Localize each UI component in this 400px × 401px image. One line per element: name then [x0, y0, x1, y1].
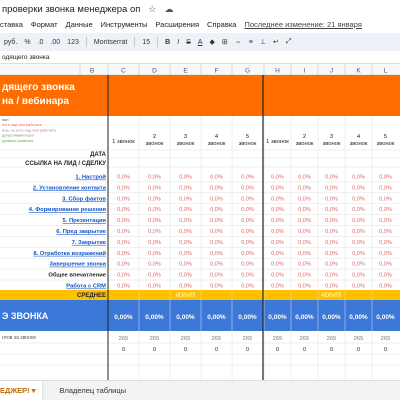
score-cell[interactable]: 0,0%: [179, 196, 192, 203]
call-header: 1 звонок: [112, 139, 135, 145]
call-header-number: 5: [383, 134, 388, 140]
text-color-button[interactable]: A: [197, 38, 203, 46]
total-score-cell[interactable]: 0,00%: [376, 314, 395, 321]
font-size-input[interactable]: 15: [142, 38, 151, 46]
score-cell[interactable]: 0,0%: [379, 261, 392, 268]
points-cell[interactable]: 265: [118, 336, 129, 342]
score-cell[interactable]: 0,0%: [179, 218, 192, 225]
score-cell[interactable]: 0,0%: [298, 239, 311, 246]
step-label[interactable]: Работа с CRM: [66, 283, 106, 290]
column-header-H[interactable]: H: [275, 67, 280, 75]
total-score-cell[interactable]: 0,00%: [114, 314, 133, 321]
score-cell[interactable]: 0,0%: [379, 229, 392, 235]
step-label[interactable]: 2. Установление контакта: [32, 185, 106, 192]
legend-text: есть над чем работать: [2, 123, 42, 128]
call-header-word: звонок: [295, 141, 314, 147]
score-cell[interactable]: 0,0%: [379, 218, 392, 225]
score-cell[interactable]: 0,0%: [179, 207, 192, 214]
column-header-K[interactable]: K: [356, 67, 361, 75]
score-cell[interactable]: 0,0%: [117, 185, 130, 192]
points-label: нтов за звонок: [2, 335, 36, 341]
score-cell[interactable]: 0,0%: [148, 174, 161, 181]
menu-insert[interactable]: ставка: [0, 20, 23, 29]
column-header-b[interactable]: B: [89, 67, 95, 75]
score-cell[interactable]: 0,0%: [210, 229, 223, 235]
total-score-cell[interactable]: 0,00%: [207, 314, 226, 321]
score-cell[interactable]: 0,0%: [352, 207, 365, 214]
score-cell[interactable]: 0,0%: [117, 218, 130, 225]
call-header-word: звонок: [145, 141, 164, 147]
total-score-cell[interactable]: 0,00%: [145, 314, 164, 321]
more-formats-button[interactable]: 123: [67, 38, 79, 46]
title-line-1: дящего звонка: [2, 82, 75, 93]
score-cell[interactable]: 0,0%: [352, 261, 365, 268]
score-cell[interactable]: 0,0%: [148, 239, 161, 246]
star-icon[interactable]: ☆: [148, 3, 157, 14]
call-header-number: 3: [329, 134, 334, 140]
score-cell[interactable]: 0,0%: [379, 196, 392, 203]
score-cell[interactable]: 0,0%: [117, 196, 130, 203]
total-score-cell[interactable]: 0,00%: [322, 314, 341, 321]
score-cell[interactable]: 0,0%: [298, 174, 311, 181]
score-cell[interactable]: 0,0%: [298, 207, 311, 214]
score-cell[interactable]: 0,0%: [241, 207, 254, 214]
score-cell[interactable]: 0,0%: [298, 272, 311, 279]
call-header-number: 5: [245, 134, 250, 140]
points-cell[interactable]: 265: [326, 336, 337, 342]
call-header-number: 4: [356, 134, 361, 140]
points-cell[interactable]: 265: [380, 336, 391, 342]
wrap-icon[interactable]: ↵: [272, 39, 279, 46]
score-cell[interactable]: 0,0%: [117, 261, 130, 268]
title-line-2: на / вебинара: [2, 96, 69, 107]
toolbar-divider: [134, 37, 135, 47]
score-cell[interactable]: 0,0%: [379, 272, 392, 279]
column-header-J[interactable]: J: [329, 67, 334, 75]
document-title[interactable]: проверки звонка менеджера оп: [2, 3, 141, 15]
step-label[interactable]: 6. Пред закрытие: [56, 229, 106, 235]
score-cell[interactable]: 0,0%: [325, 250, 338, 257]
score-cell[interactable]: 0,0%: [241, 229, 254, 235]
column-header-I[interactable]: I: [303, 67, 306, 75]
score-cell[interactable]: 0,0%: [117, 174, 130, 181]
count-cell[interactable]: 0: [329, 347, 334, 353]
score-cell[interactable]: 0,0%: [148, 196, 161, 203]
column-header-E[interactable]: E: [183, 67, 188, 75]
score-cell[interactable]: 0,0%: [210, 196, 223, 203]
percent-format-button[interactable]: %: [24, 38, 31, 46]
points-cell[interactable]: 265: [180, 336, 191, 342]
count-cell[interactable]: 0: [214, 347, 219, 353]
score-cell[interactable]: 0,0%: [210, 272, 223, 279]
score-cell[interactable]: 0,0%: [210, 283, 223, 290]
score-cell[interactable]: 0,0%: [148, 218, 161, 225]
menu-format[interactable]: Формат: [30, 20, 58, 29]
link-label: ССЫЛКА НА ЛИД / СДЕЛКУ: [25, 161, 106, 167]
score-cell[interactable]: 0,0%: [325, 283, 338, 290]
score-cell[interactable]: 0,0%: [148, 250, 161, 257]
step-label[interactable]: Завершение звонка: [49, 261, 106, 268]
score-cell[interactable]: 0,0%: [352, 196, 365, 203]
score-cell[interactable]: 0,0%: [352, 218, 365, 225]
align-icon[interactable]: ≡: [248, 38, 253, 46]
score-cell[interactable]: 0,0%: [179, 229, 192, 235]
step-label[interactable]: 7. Закрытие: [71, 239, 106, 246]
call-header-number: 2: [152, 134, 157, 140]
score-cell[interactable]: 0,0%: [271, 229, 284, 235]
score-cell[interactable]: 0,0%: [379, 283, 392, 290]
call-header-word: звонок: [207, 141, 226, 147]
step-label: Общее впечатление: [48, 272, 106, 279]
call-header: 1 звонок: [266, 139, 289, 145]
count-cell[interactable]: 0: [152, 347, 157, 353]
score-cell[interactable]: 0,0%: [241, 261, 254, 268]
count-cell[interactable]: 0: [275, 347, 280, 353]
score-cell[interactable]: 0,0%: [325, 174, 338, 181]
legend-text: аты, но есть над чем работать: [2, 128, 56, 133]
points-cell[interactable]: 265: [211, 336, 222, 342]
score-cell[interactable]: 0,0%: [352, 283, 365, 290]
cloud-status-icon[interactable]: ☁: [164, 3, 174, 14]
call-header-word: звонок: [322, 141, 341, 147]
score-cell[interactable]: 0,0%: [241, 196, 254, 203]
score-cell[interactable]: 0,0%: [179, 250, 192, 257]
rotate-icon[interactable]: ⤢: [285, 38, 292, 45]
total-score-cell[interactable]: 0,00%: [295, 314, 314, 321]
score-cell[interactable]: 0,0%: [352, 239, 365, 246]
step-label[interactable]: 1. Настрой: [75, 174, 106, 181]
score-cell[interactable]: 0,0%: [352, 229, 365, 235]
score-cell[interactable]: 0,0%: [179, 185, 192, 192]
call-header-number: 2: [302, 134, 307, 140]
score-cell[interactable]: 0,0%: [210, 207, 223, 214]
score-cell[interactable]: 0,0%: [298, 250, 311, 257]
score-cell[interactable]: 0,0%: [271, 239, 284, 246]
decrease-decimal-button[interactable]: .0: [37, 38, 44, 46]
call-header-word: звонок: [176, 141, 195, 147]
score-cell[interactable]: 0,0%: [298, 185, 311, 192]
last-edit-link[interactable]: Последнее изменение: 21 января: [244, 20, 362, 29]
score-cell[interactable]: 0,0%: [210, 261, 223, 268]
score-cell[interactable]: 0,0%: [241, 239, 254, 246]
score-cell[interactable]: 0,0%: [117, 239, 130, 246]
score-cell[interactable]: 0,0%: [325, 229, 338, 235]
step-label[interactable]: 8. Отработка возражений: [33, 250, 106, 257]
score-cell[interactable]: 0,0%: [271, 272, 284, 279]
score-cell[interactable]: 0,0%: [298, 218, 311, 225]
score-cell[interactable]: 0,0%: [271, 283, 284, 290]
menu-data[interactable]: Данные: [65, 20, 93, 29]
score-cell[interactable]: 0,0%: [271, 207, 284, 214]
score-cell[interactable]: 0,0%: [325, 239, 338, 246]
total-score-cell[interactable]: 0,00%: [238, 314, 257, 321]
font-family-select[interactable]: Montserrat: [93, 38, 128, 46]
step-label[interactable]: 4. Формирование решения: [28, 207, 106, 214]
step-label[interactable]: 5. Презентация: [62, 218, 106, 225]
count-cell[interactable]: 0: [245, 347, 250, 353]
column-header-D[interactable]: D: [152, 67, 157, 75]
column-header-row: [0, 64, 400, 75]
score-cell[interactable]: 0,0%: [271, 261, 284, 268]
increase-decimal-button[interactable]: .00: [50, 38, 61, 46]
score-cell[interactable]: 0,0%: [325, 185, 338, 192]
score-cell[interactable]: 0,0%: [241, 250, 254, 257]
average-value-right: #DIV/0!: [321, 293, 342, 299]
score-cell[interactable]: 0,0%: [271, 185, 284, 192]
score-cell[interactable]: 0,0%: [241, 272, 254, 279]
score-cell[interactable]: 0,0%: [379, 239, 392, 246]
score-cell[interactable]: 0,0%: [325, 272, 338, 279]
score-cell[interactable]: 0,0%: [298, 229, 311, 235]
total-score-label: Э ЗВОНКА: [2, 311, 49, 321]
step-label[interactable]: 3. Сбор фактов: [62, 196, 106, 203]
column-header-F[interactable]: F: [214, 67, 219, 75]
score-cell[interactable]: 0,0%: [148, 261, 161, 268]
score-cell[interactable]: 0,0%: [352, 185, 365, 192]
points-cell[interactable]: 265: [149, 336, 160, 342]
score-cell[interactable]: 0,0%: [241, 174, 254, 181]
score-cell[interactable]: 0,0%: [241, 283, 254, 290]
score-cell[interactable]: 0,0%: [241, 185, 254, 192]
score-cell[interactable]: 0,0%: [179, 174, 192, 181]
count-cell[interactable]: 0: [121, 347, 126, 353]
points-cell[interactable]: 265: [242, 336, 253, 342]
points-cell[interactable]: 265: [272, 336, 283, 342]
date-label: ДАТА: [90, 152, 106, 158]
count-cell[interactable]: 0: [383, 347, 388, 353]
score-cell[interactable]: 0,0%: [379, 174, 392, 181]
sheet-tab-active[interactable]: ЕДЖЕР! ▾: [0, 381, 42, 401]
score-cell[interactable]: 0,0%: [117, 250, 130, 257]
score-cell[interactable]: 0,0%: [325, 196, 338, 203]
score-cell[interactable]: 0,0%: [379, 207, 392, 214]
call-header-number: 3: [183, 134, 188, 140]
valign-icon[interactable]: ⊥: [259, 39, 266, 46]
count-cell[interactable]: 0: [356, 347, 361, 353]
score-cell[interactable]: 0,0%: [179, 272, 192, 279]
score-cell[interactable]: 0,0%: [379, 185, 392, 192]
call-header-word: звонок: [238, 141, 257, 147]
score-cell[interactable]: 0,0%: [210, 174, 223, 181]
points-cell[interactable]: 265: [299, 336, 310, 342]
sheet-tabs-bar: [0, 380, 400, 400]
bold-button[interactable]: B: [165, 38, 171, 46]
score-cell[interactable]: 0,0%: [210, 185, 223, 192]
column-header-L[interactable]: L: [383, 67, 388, 75]
legend-text: нал: [2, 118, 9, 122]
column-header-C[interactable]: C: [121, 67, 126, 75]
total-score-cell[interactable]: 0,00%: [176, 314, 195, 321]
column-header-G[interactable]: G: [244, 67, 251, 75]
count-cell[interactable]: 0: [302, 347, 307, 353]
score-cell[interactable]: 0,0%: [379, 250, 392, 257]
legend-text: допустимый порог: [2, 133, 35, 138]
currency-format-button[interactable]: руб.: [4, 38, 18, 46]
total-score-cell[interactable]: 0,00%: [268, 314, 287, 321]
points-cell[interactable]: 265: [353, 336, 364, 342]
menu-tools[interactable]: Инструменты: [100, 20, 148, 29]
score-cell[interactable]: 0,0%: [210, 218, 223, 225]
legend-text: уровень развития: [2, 138, 34, 143]
total-score-cell[interactable]: 0,00%: [349, 314, 368, 321]
borders-icon[interactable]: ⊞: [221, 39, 228, 46]
score-cell[interactable]: 0,0%: [117, 283, 130, 290]
average-value-left: #DIV/0!: [175, 293, 196, 299]
score-cell[interactable]: 0,0%: [352, 272, 365, 279]
strikethrough-button[interactable]: S: [186, 38, 191, 46]
toolbar-divider: [157, 37, 158, 47]
score-cell[interactable]: 0,0%: [325, 261, 338, 268]
toolbar: [0, 33, 400, 51]
title-bar: [0, 0, 400, 18]
call-header-word: звонок: [376, 141, 395, 147]
spreadsheet-grid[interactable]: [0, 64, 400, 380]
score-cell[interactable]: 0,0%: [298, 261, 311, 268]
score-cell[interactable]: 0,0%: [352, 174, 365, 181]
score-cell[interactable]: 0,0%: [298, 283, 311, 290]
score-cell[interactable]: 0,0%: [117, 272, 130, 279]
score-cell[interactable]: 0,0%: [179, 239, 192, 246]
count-cell[interactable]: 0: [183, 347, 188, 353]
score-cell[interactable]: 0,0%: [148, 207, 161, 214]
toolbar-divider: [86, 37, 87, 47]
formula-text[interactable]: одящего звонка: [2, 54, 50, 61]
score-cell[interactable]: 0,0%: [271, 174, 284, 181]
menu-bar: [0, 18, 400, 31]
score-cell[interactable]: 0,0%: [117, 207, 130, 214]
score-cell[interactable]: 0,0%: [271, 196, 284, 203]
italic-button[interactable]: I: [177, 38, 180, 46]
score-cell[interactable]: 0,0%: [325, 207, 338, 214]
score-cell[interactable]: 0,0%: [148, 272, 161, 279]
score-cell[interactable]: 0,0%: [241, 218, 254, 225]
menu-extensions[interactable]: Расширения: [155, 20, 200, 29]
call-header-word: звонок: [349, 141, 368, 147]
score-cell[interactable]: 0,0%: [179, 283, 192, 290]
score-cell[interactable]: 0,0%: [210, 250, 223, 257]
score-cell[interactable]: 0,0%: [325, 218, 338, 225]
score-cell[interactable]: 0,0%: [148, 283, 161, 290]
average-label: СРЕДНЕЕ: [77, 293, 106, 299]
score-cell[interactable]: 0,0%: [148, 185, 161, 192]
score-cell[interactable]: 0,0%: [298, 196, 311, 203]
score-cell[interactable]: 0,0%: [271, 218, 284, 225]
sheet-tab-owner[interactable]: Владелец таблицы: [59, 386, 127, 395]
score-cell[interactable]: 0,0%: [179, 261, 192, 268]
score-cell[interactable]: 0,0%: [210, 239, 223, 246]
fill-color-icon[interactable]: ◆: [209, 39, 215, 46]
menu-help[interactable]: Справка: [207, 20, 237, 29]
score-cell[interactable]: 0,0%: [271, 250, 284, 257]
formula-bar[interactable]: [0, 52, 400, 64]
call-header-number: 4: [214, 134, 219, 140]
score-cell[interactable]: 0,0%: [148, 229, 161, 235]
score-cell[interactable]: 0,0%: [352, 250, 365, 257]
score-cell[interactable]: 0,0%: [117, 229, 130, 235]
merge-cells-icon[interactable]: ⇔: [234, 38, 242, 46]
